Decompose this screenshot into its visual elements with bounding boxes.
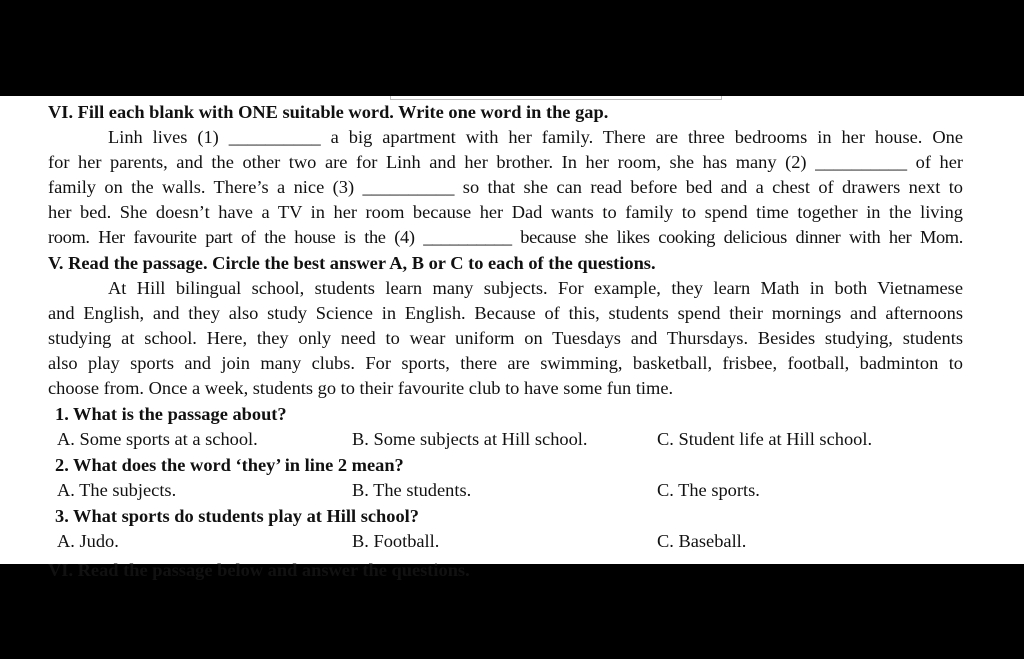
section-5-heading: V. Read the passage. Circle the best answer A, B or C to each of the questions. bbox=[48, 253, 656, 273]
question-2-option-a[interactable]: A. The subjects. bbox=[57, 480, 177, 500]
question-1-option-a[interactable]: A. Some sports at a school. bbox=[57, 429, 258, 449]
reading-line: choose from. Once a week, students go to their favourite club to have some fun time. bbox=[48, 378, 674, 398]
question-2: 2. What does the word ‘they’ in line 2 mean? bbox=[55, 455, 404, 475]
passage-line: Linh lives (1) __________ a big apartment with her family. There are three bedrooms in her house. One bbox=[108, 127, 963, 147]
passage-line: her bed. She doesn’t have a TV in her room because her Dad wants to family to spend time together in the living bbox=[48, 202, 963, 222]
question-3-option-b[interactable]: B. Football. bbox=[352, 531, 440, 551]
question-3: 3. What sports do students play at Hill school? bbox=[55, 506, 419, 526]
section-6-heading: VI. Fill each blank with ONE suitable word. Write one word in the gap. bbox=[48, 102, 609, 122]
passage-line: for her parents, and the other two are for Linh and her brother. In her room, she has many (2) __________ of her bbox=[48, 152, 963, 172]
question-1-option-c[interactable]: C. Student life at Hill school. bbox=[657, 429, 873, 449]
passage-line: room. Her favourite part of the house is the (4) __________ because she likes cooking delicious dinner with her Mom. bbox=[48, 227, 963, 247]
next-section-heading: VI. Read the passage below and answer the questions. bbox=[48, 560, 470, 580]
reading-line: studying at school. Here, they only need to wear uniform on Tuesdays and Thursdays. Besides studying, students bbox=[48, 328, 963, 348]
worksheet-page bbox=[0, 96, 1024, 580]
question-3-option-a[interactable]: A. Judo. bbox=[57, 531, 119, 551]
question-1: 1. What is the passage about? bbox=[55, 404, 287, 424]
question-2-option-c[interactable]: C. The sports. bbox=[657, 480, 760, 500]
reading-line: also play sports and join many clubs. For sports, there are swimming, basketball, frisbee, football, badminton to bbox=[48, 353, 963, 373]
reading-line: At Hill bilingual school, students learn many subjects. For example, they learn Math in both Vietnamese bbox=[108, 278, 963, 298]
question-1-option-b[interactable]: B. Some subjects at Hill school. bbox=[352, 429, 588, 449]
next-section-heading-cropped bbox=[48, 558, 470, 580]
question-3-option-c[interactable]: C. Baseball. bbox=[657, 531, 747, 551]
question-2-option-b[interactable]: B. The students. bbox=[352, 480, 472, 500]
reading-line: and English, and they also study Science in English. Because of this, students spend their mornings and afternoons bbox=[48, 303, 963, 323]
passage-line: family on the walls. There’s a nice (3) __________ so that she can read before bed and a chest of drawers next to bbox=[48, 177, 963, 197]
